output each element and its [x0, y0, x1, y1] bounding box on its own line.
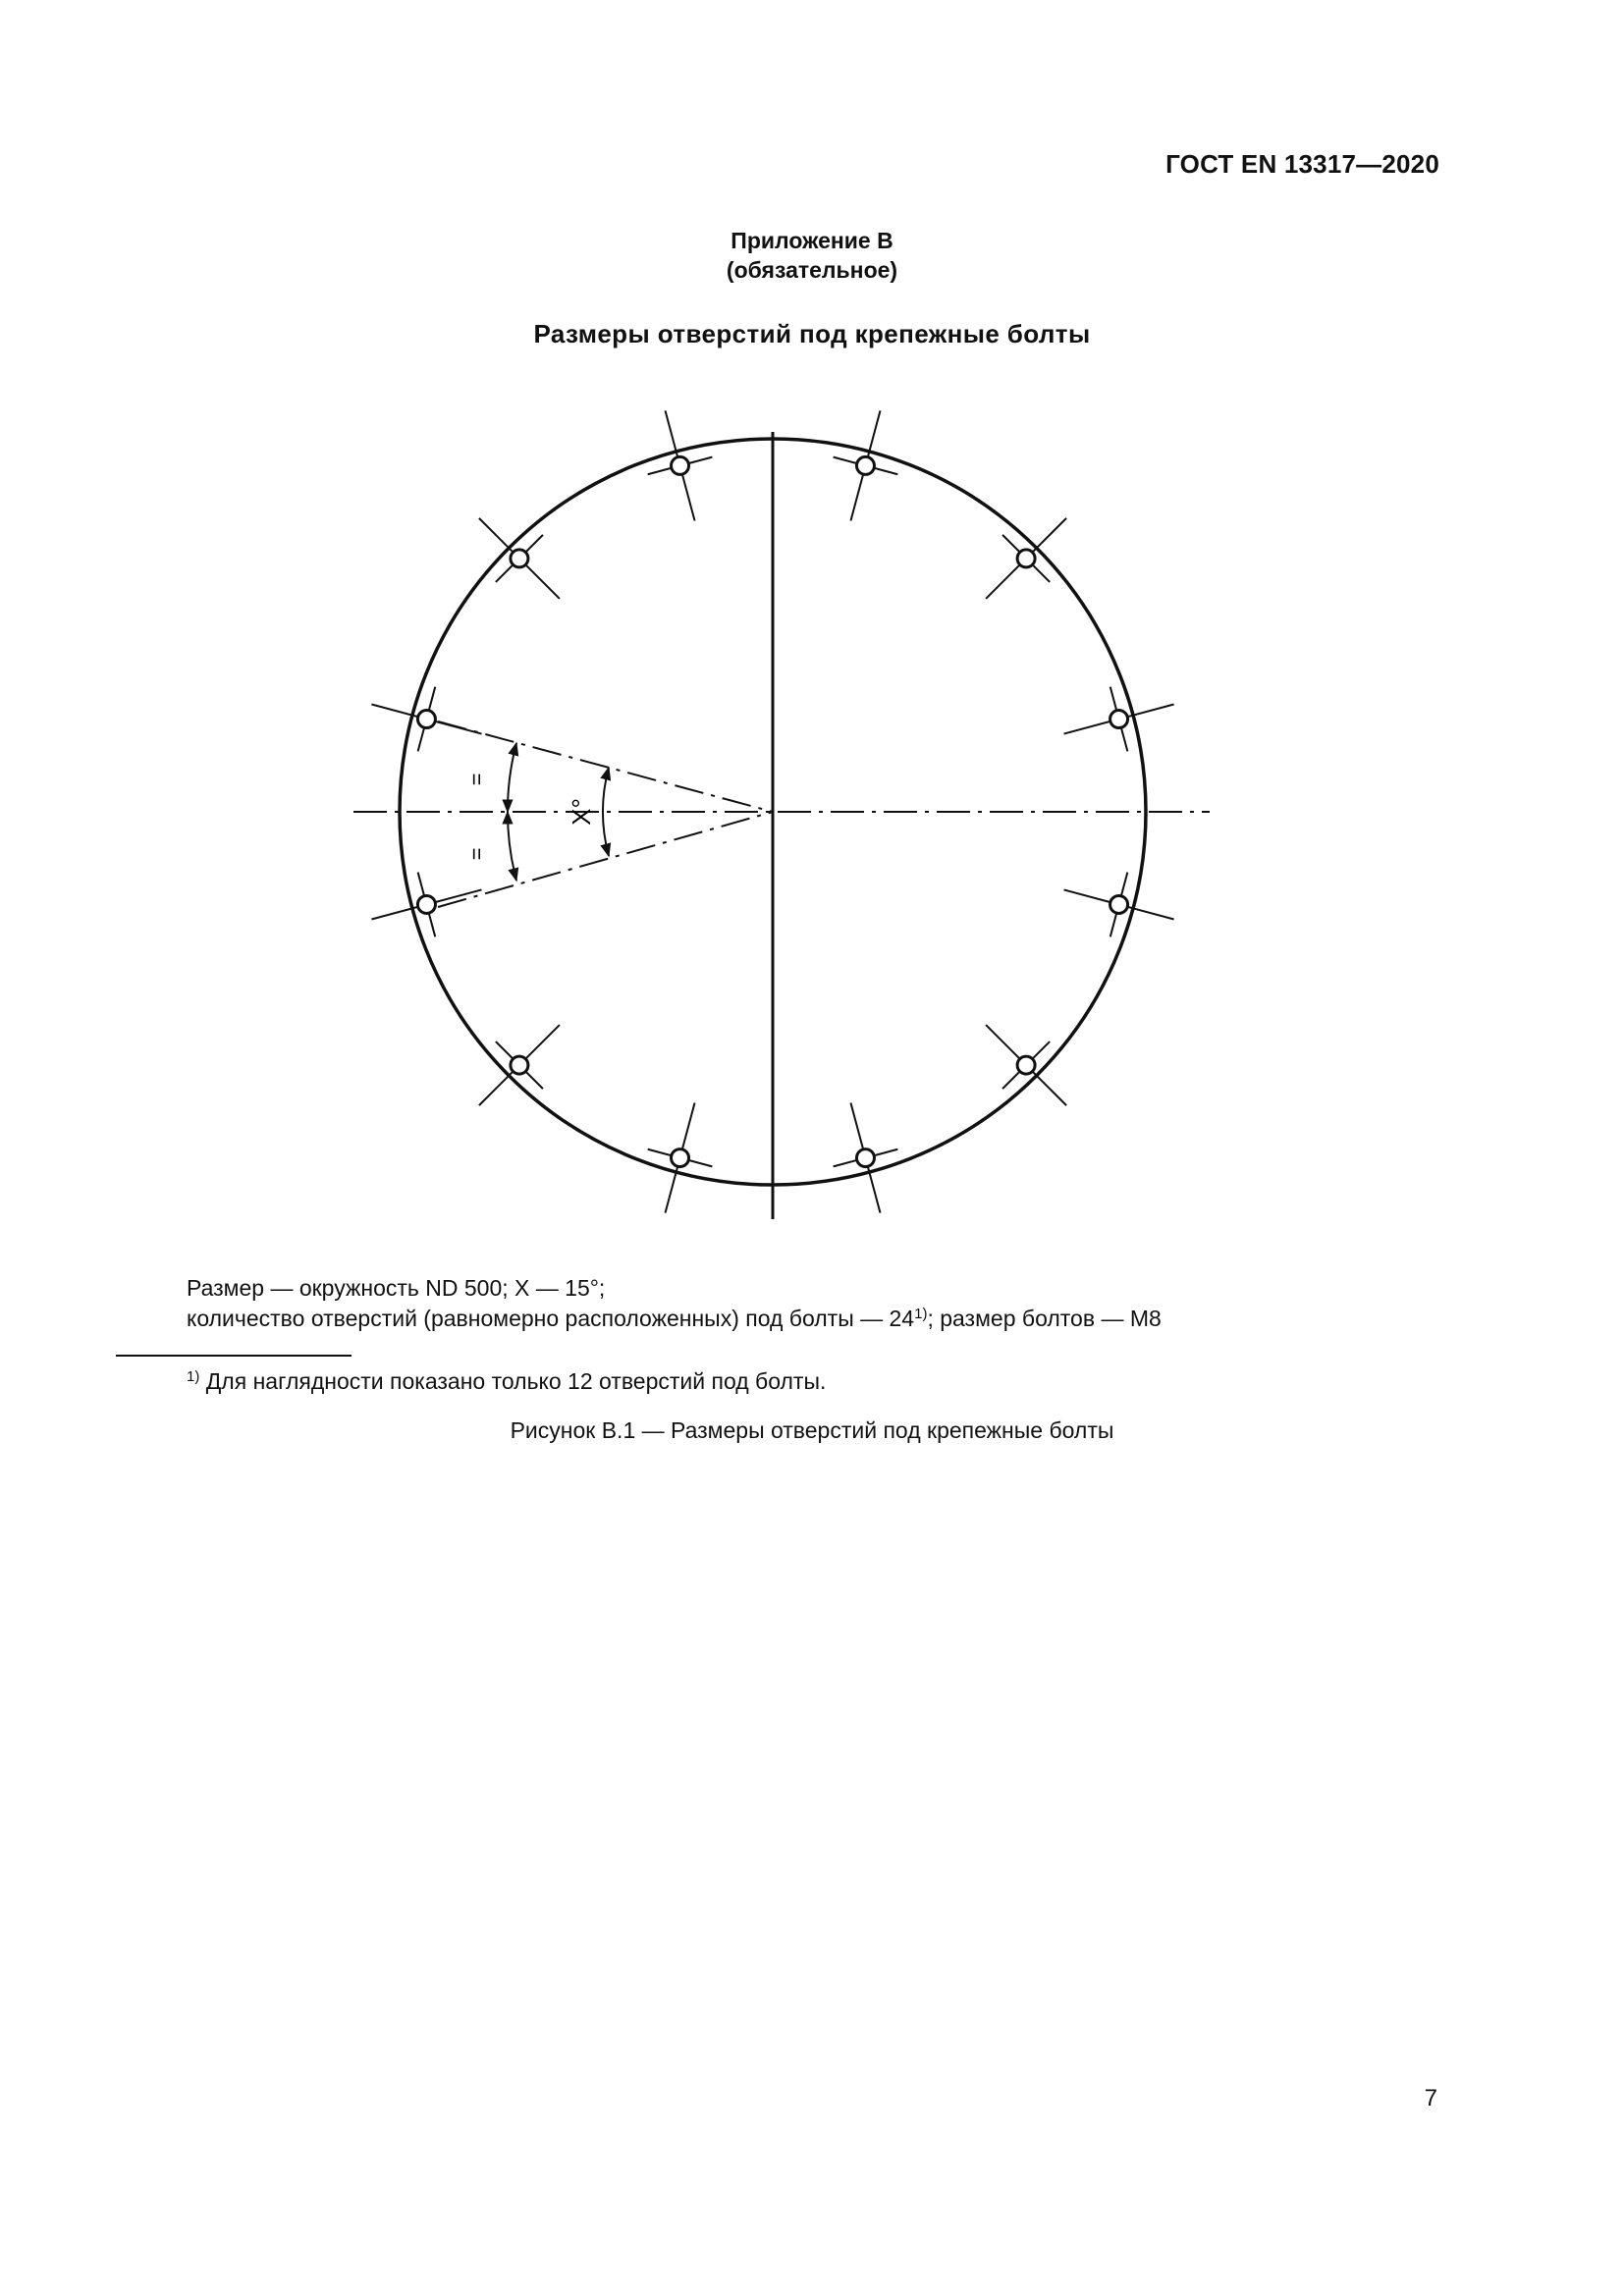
- bolt-hole: [371, 687, 481, 752]
- bolt-hole-circle: [511, 1056, 528, 1074]
- equal-mark-lower: =: [464, 847, 489, 861]
- figure-caption: Рисунок В.1 — Размеры отверстий под крепежные болты: [510, 1417, 1114, 1443]
- bolt-hole-circle: [1017, 550, 1035, 567]
- footnote-marker: 1): [187, 1368, 200, 1385]
- caption-holes-text: количество отверстий (равномерно расположенных) под болты — 24: [187, 1306, 915, 1331]
- page-number: 7: [1424, 2085, 1437, 2111]
- angle-line-upper: [438, 721, 773, 812]
- caption-holes-line: [187, 1304, 1162, 1333]
- caption-size-line: Размер — окружность ND 500; X — 15°;: [187, 1275, 606, 1301]
- bolt-hole: [1064, 873, 1174, 937]
- bolt-hole: [986, 518, 1066, 599]
- equal-mark-upper: =: [464, 773, 489, 786]
- section-title: Размеры отверстий под крепежные болты: [533, 319, 1091, 348]
- annex-status: (обязательное): [726, 257, 898, 283]
- caption-bolt-size: ; размер болтов — М8: [927, 1306, 1162, 1331]
- bolt-hole-circle: [511, 550, 528, 567]
- footnote-text: Для наглядности показано только 12 отверстий под болты.: [199, 1368, 827, 1394]
- dimension-arc-upper-half: [508, 743, 516, 812]
- annex-title: Приложение В: [731, 228, 893, 253]
- bolt-hole-circle: [417, 895, 435, 913]
- bolt-hole-circle: [672, 1149, 689, 1167]
- bolt-hole: [648, 410, 713, 520]
- document-code: ГОСТ EN 13317—2020: [1165, 149, 1439, 179]
- bolt-hole-circle: [1017, 1056, 1035, 1074]
- bolt-hole: [834, 410, 898, 520]
- footnote-divider: [116, 1355, 352, 1357]
- footnote-reference: 1): [914, 1306, 928, 1322]
- bolt-hole-circle: [1110, 895, 1128, 913]
- bolt-hole: [986, 1025, 1066, 1105]
- bolt-hole: [479, 1025, 560, 1105]
- bolt-hole: [371, 873, 481, 937]
- bolt-hole-circle: [417, 711, 435, 728]
- bolt-hole-circle: [1110, 711, 1128, 728]
- bolt-hole: [648, 1103, 713, 1213]
- bolt-hole: [1064, 687, 1174, 752]
- bolt-hole-circle: [856, 1149, 874, 1167]
- bolt-hole: [479, 518, 560, 599]
- dimension-arc-lower-half: [508, 812, 516, 881]
- bolt-hole-circle: [856, 456, 874, 474]
- bolt-hole-circle: [672, 456, 689, 474]
- footnote: [187, 1366, 826, 1396]
- angle-label: X°: [567, 798, 596, 826]
- bolt-hole: [834, 1103, 898, 1213]
